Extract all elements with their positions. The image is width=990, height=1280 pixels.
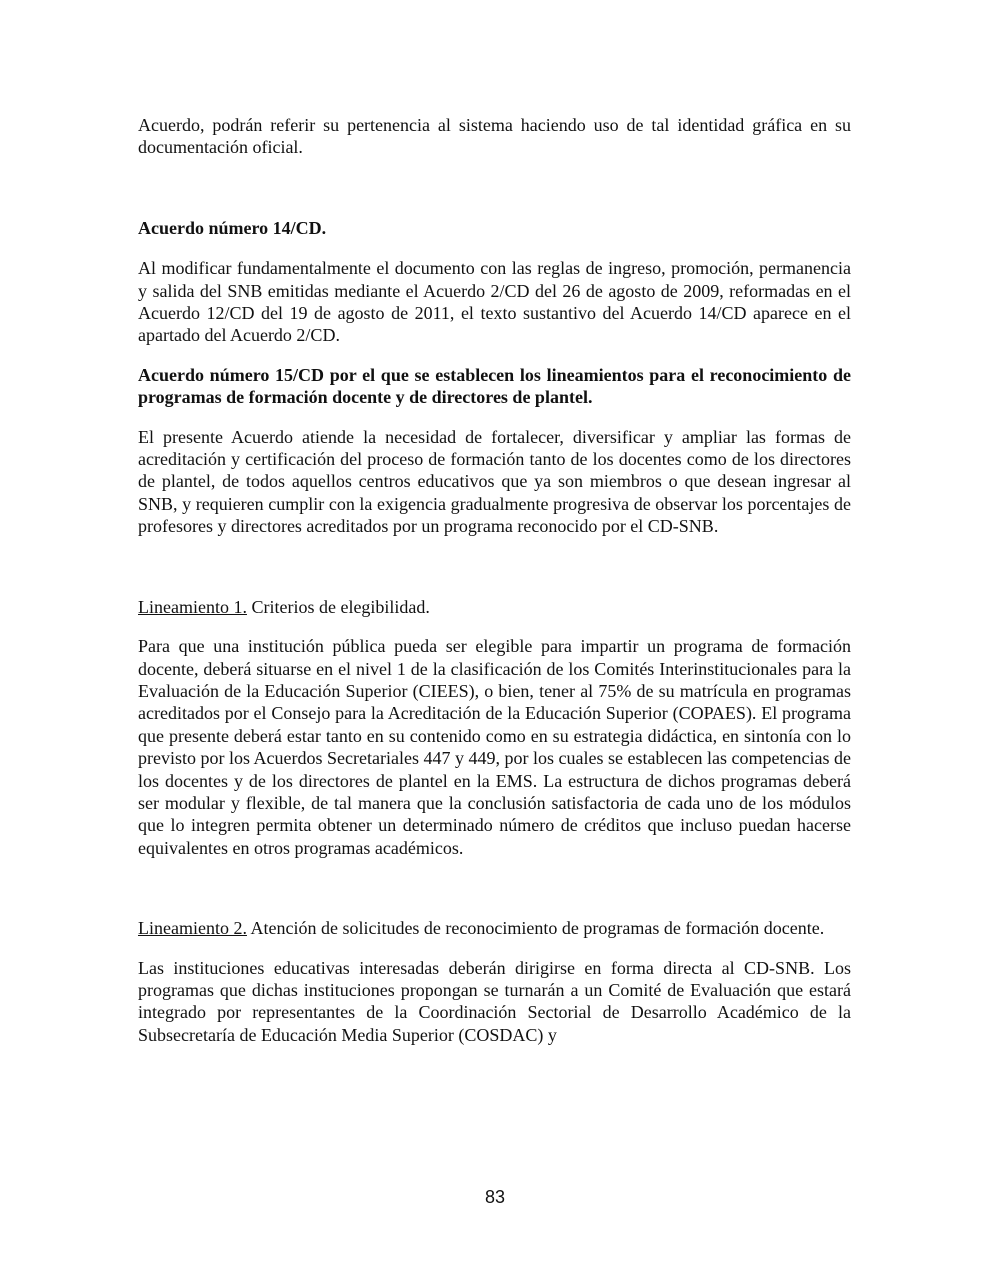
document-page bbox=[138, 114, 851, 1046]
lineamiento-2-label: Lineamiento 2. bbox=[138, 918, 247, 939]
acuerdo-15-heading: Acuerdo número 15/CD por el que se establecen los lineamientos para el reconocimiento de programas de formación docente y de directores de plantel. bbox=[138, 364, 851, 408]
lineamiento-1-title: Criterios de elegibilidad. bbox=[246, 596, 430, 617]
acuerdo-15-body: El presente Acuerdo atiende la necesidad de fortalecer, diversificar y ampliar las formas de acreditación y certificación del proceso de formación tanto de los docentes como de los directores de plantel, de todos aquellos centros educativos que ya son miembros o que desean ingresar al SNB, y requieren cumplir con la exigencia gradualmente progresiva de observar los porcentajes de profesores y directores acreditados por un programa reconocido por el CD-SNB. bbox=[138, 426, 851, 537]
lineamiento-1-label: Lineamiento 1. bbox=[138, 596, 247, 617]
lineamiento-1-body: Para que una institución pública pueda ser elegible para impartir un programa de formación docente, deberá situarse en el nivel 1 de la clasificación de los Comités Interinstitucionales para la Evaluación de la Educación Superior (CIEES), o bien, tener al 75% de su matrícula en programas acreditados por el Consejo para la Acreditación de la Educación Superior (COPAES). El programa que presente deberá estar tanto en su contenido como en su estrategia didáctica, en sintonía con lo previsto por los Acuerdos Secretariales 447 y 449, por los cuales se establecen las competencias de los docentes y de los directores de plantel en la EMS. La estructura de dichos programas deberá ser modular y flexible, de tal manera que la conclusión satisfactoria de cada uno de los módulos que lo integren permita obtener un determinado número de créditos que incluso puedan hacerse equivalentes en otros programas académicos. bbox=[138, 636, 851, 858]
acuerdo-14-heading: Acuerdo número 14/CD. bbox=[138, 217, 327, 238]
intro-paragraph: Acuerdo, podrán referir su pertenencia al sistema haciendo uso de tal identidad gráfica en su documentación oficial. bbox=[138, 115, 851, 158]
lineamiento-1-heading bbox=[138, 596, 851, 618]
lineamiento-2-heading bbox=[138, 917, 851, 939]
page-number: 83 bbox=[484, 1187, 506, 1207]
lineamiento-2-title: Atención de solicitudes de reconocimiento de programas de formación docente. bbox=[246, 918, 825, 939]
lineamiento-2-body: Las instituciones educativas interesadas deberán dirigirse en forma directa al CD-SNB. Los programas que dichas instituciones propongan se turnarán a un Comité de Evaluación que estará integrado por representantes de la Coordinación Sectorial de Desarrollo Académico de la Subsecretaría de Educación Media Superior (COSDAC) y bbox=[138, 957, 851, 1045]
acuerdo-14-body: Al modificar fundamentalmente el documento con las reglas de ingreso, promoción, permanencia y salida del SNB emitidas mediante el Acuerdo 2/CD del 26 de agosto de 2009, reformadas en el Acuerdo 12/CD del 19 de agosto de 2011, el texto sustantivo del Acuerdo 14/CD aparece en el apartado del Acuerdo 2/CD. bbox=[138, 258, 851, 346]
